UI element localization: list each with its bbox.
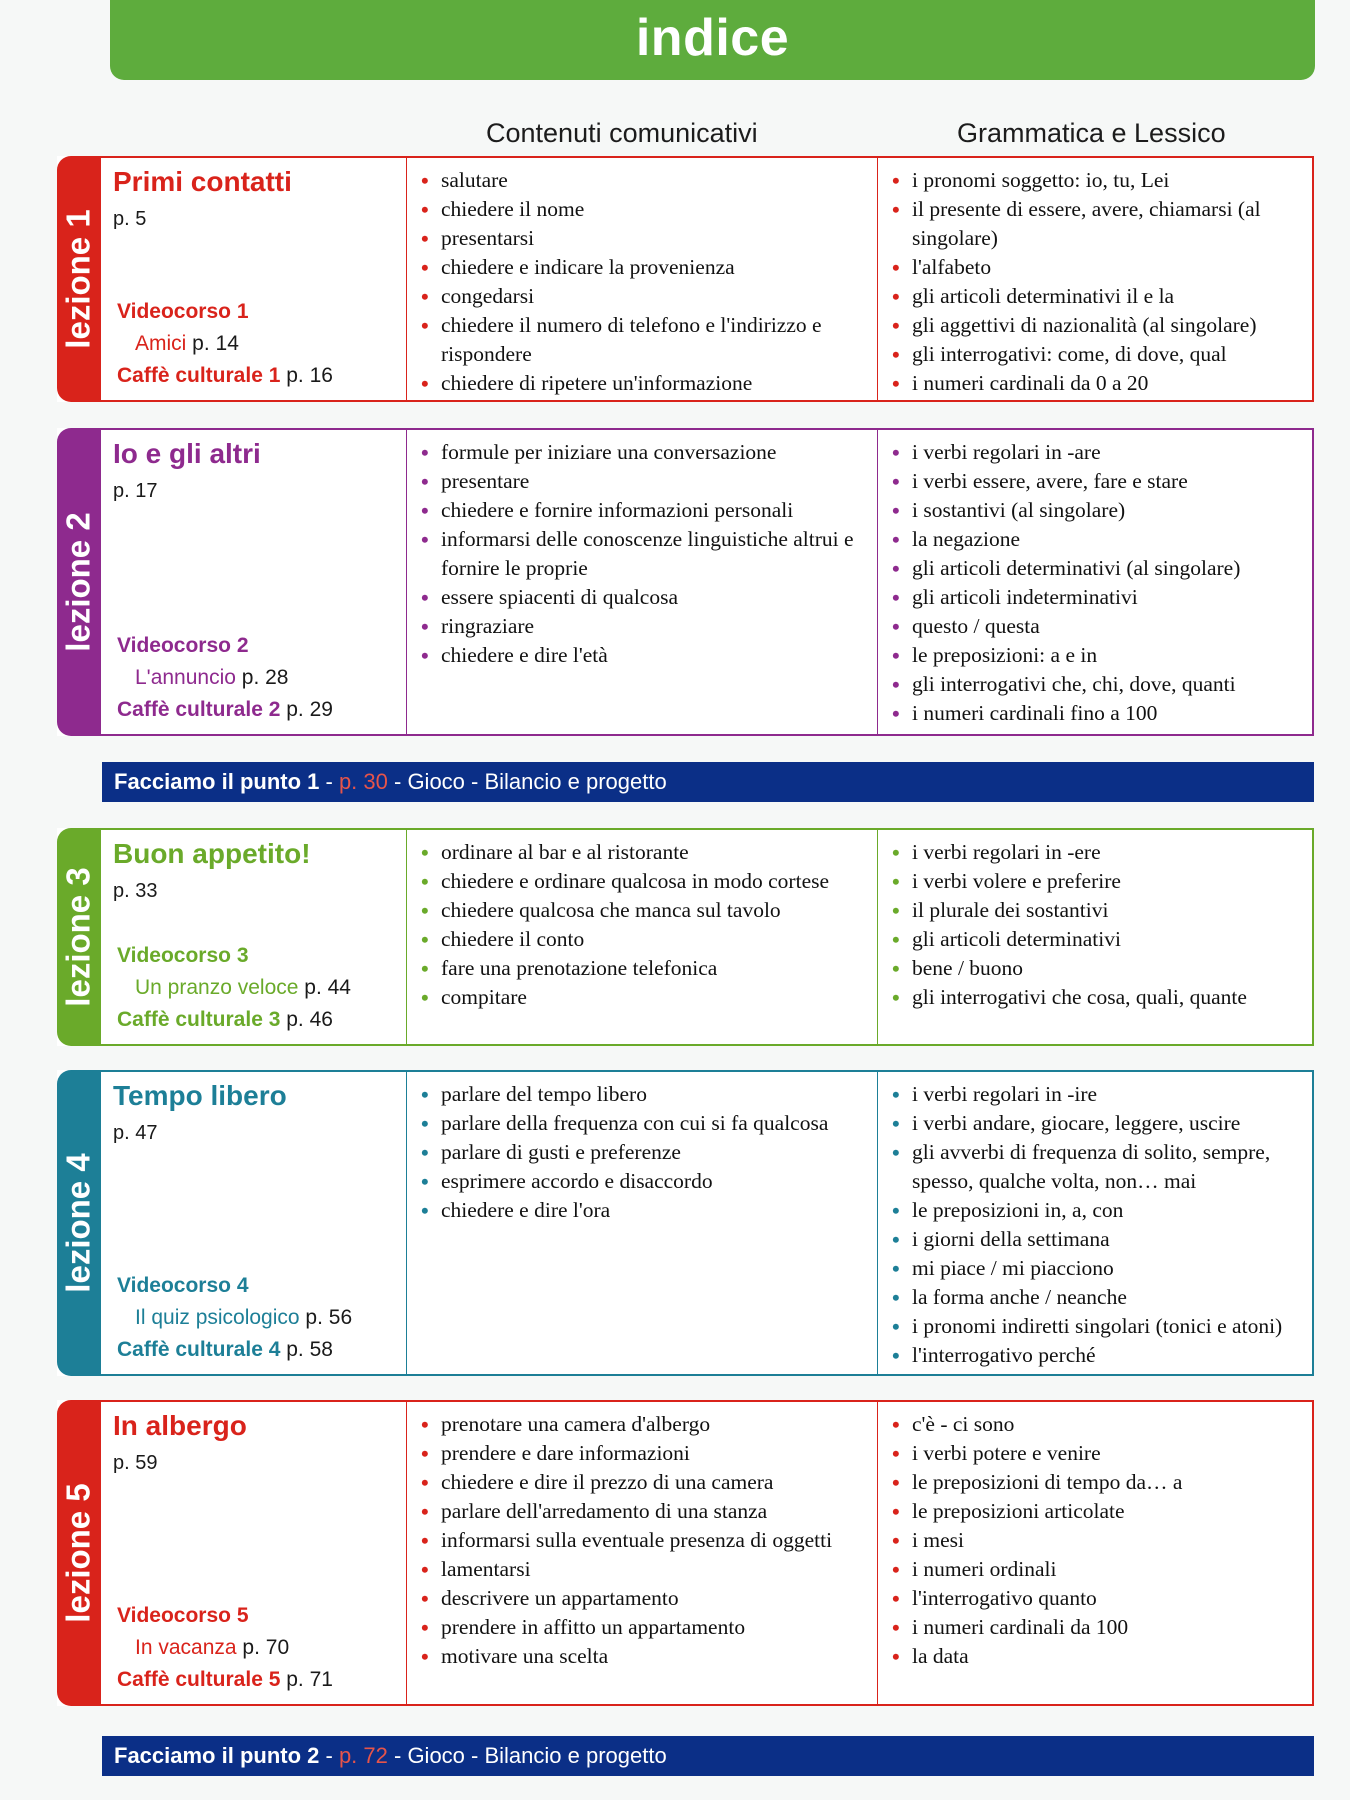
caffe-culturale-label: Caffè culturale 3 <box>117 1008 281 1031</box>
list-item: • i numeri cardinali da 100 <box>888 1613 1302 1642</box>
communicative-list <box>417 166 867 398</box>
list-item: • esprimere accordo e disaccordo <box>417 1167 867 1196</box>
lesson-tab <box>57 1400 101 1706</box>
grammar-list <box>888 438 1302 728</box>
list-item: • gli avverbi di frequenza di solito, sempre, spesso, qualche volta, non… mai <box>888 1138 1302 1196</box>
list-item: • i pronomi soggetto: io, tu, Lei <box>888 166 1302 195</box>
list-item: • parlare dell'arredamento di una stanza <box>417 1497 867 1526</box>
lesson-tab-label: lezione 5 <box>60 1483 98 1623</box>
communicative-contents-cell <box>407 1402 878 1704</box>
list-item: • fare una prenotazione telefonica <box>417 954 867 983</box>
videocorso-entry[interactable] <box>117 328 333 360</box>
list-item: • chiedere e dire il prezzo di una camera <box>417 1468 867 1497</box>
list-item: • i verbi regolari in -are <box>888 438 1302 467</box>
caffe-culturale-page: p. 29 <box>280 698 333 721</box>
list-item: • chiedere e dire l'ora <box>417 1196 867 1225</box>
communicative-list <box>417 838 867 1012</box>
punto-activities: Gioco - Bilancio e progetto <box>407 1743 667 1768</box>
list-item: • gli interrogativi che, chi, dove, quanti <box>888 670 1302 699</box>
lesson-1-row <box>57 156 1314 402</box>
facciamo-il-punto-2-bar[interactable] <box>102 1736 1314 1776</box>
list-item: • formule per iniziare una conversazione <box>417 438 867 467</box>
list-item: • presentarsi <box>417 224 867 253</box>
list-item: • i sostantivi (al singolare) <box>888 496 1302 525</box>
lesson-title[interactable]: Buon appetito! <box>113 838 311 869</box>
videocorso-title: Un pranzo veloce <box>135 976 299 999</box>
list-item: • chiedere il numero di telefono e l'indirizzo e rispondere <box>417 311 867 369</box>
grammar-lexicon-cell <box>878 830 1312 1044</box>
videocorso-page: p. 28 <box>235 666 289 689</box>
list-item: • ringraziare <box>417 612 867 641</box>
videocorso-page: p. 70 <box>236 1636 290 1659</box>
list-item: • le preposizioni in, a, con <box>888 1196 1302 1225</box>
videocorso-label[interactable]: Videocorso 1 <box>117 300 249 323</box>
caffe-culturale-page: p. 71 <box>280 1668 333 1691</box>
list-item: • essere spiacenti di qualcosa <box>417 583 867 612</box>
videocorso-page: p. 14 <box>186 332 239 355</box>
punto-label: Facciamo il punto 2 <box>114 1743 320 1768</box>
lesson-info-cell <box>101 158 407 400</box>
communicative-contents-cell <box>407 430 878 734</box>
lesson-tab <box>57 428 101 736</box>
lesson-title[interactable]: Io e gli altri <box>113 438 261 469</box>
list-item: • parlare di gusti e preferenze <box>417 1138 867 1167</box>
lesson-tab <box>57 1070 101 1376</box>
list-item: • questo / questa <box>888 612 1302 641</box>
list-item: • i giorni della settimana <box>888 1225 1302 1254</box>
lesson-3-row <box>57 828 1314 1046</box>
list-item: • i numeri cardinali fino a 100 <box>888 699 1302 728</box>
list-item: • prendere in affitto un appartamento <box>417 1613 867 1642</box>
list-item: • chiedere il conto <box>417 925 867 954</box>
list-item: • i verbi regolari in -ire <box>888 1080 1302 1109</box>
lesson-tab-label: lezione 2 <box>60 512 98 652</box>
list-item: • le preposizioni: a e in <box>888 641 1302 670</box>
lesson-title[interactable]: Tempo libero <box>113 1080 287 1111</box>
caffe-culturale-page: p. 58 <box>280 1338 333 1361</box>
lesson-extras <box>117 296 333 392</box>
lesson-box <box>101 1070 1314 1376</box>
caffe-culturale-page: p. 46 <box>280 1008 333 1031</box>
grammar-lexicon-cell <box>878 1072 1312 1374</box>
list-item: • chiedere e fornire informazioni personali <box>417 496 867 525</box>
list-item: • lamentarsi <box>417 1555 867 1584</box>
lesson-box <box>101 428 1314 736</box>
lesson-extras <box>117 1600 333 1696</box>
list-item: • i mesi <box>888 1526 1302 1555</box>
punto-label: Facciamo il punto 1 <box>114 769 320 794</box>
communicative-contents-cell <box>407 830 878 1044</box>
lesson-page: p. 5 <box>113 208 147 230</box>
list-item: • parlare del tempo libero <box>417 1080 867 1109</box>
list-item: • i pronomi indiretti singolari (tonici e atoni) <box>888 1312 1302 1341</box>
communicative-contents-cell <box>407 158 878 400</box>
list-item: • ordinare al bar e al ristorante <box>417 838 867 867</box>
caffe-culturale-label: Caffè culturale 2 <box>117 698 281 721</box>
lesson-tab-label: lezione 4 <box>60 1153 98 1293</box>
videocorso-label[interactable]: Videocorso 4 <box>117 1274 249 1297</box>
list-item: • mi piace / mi piacciono <box>888 1254 1302 1283</box>
list-item: • le preposizioni di tempo da… a <box>888 1468 1302 1497</box>
list-item: • il plurale dei sostantivi <box>888 896 1302 925</box>
separator: - <box>319 1743 339 1768</box>
list-item: • l'alfabeto <box>888 253 1302 282</box>
lesson-page: p. 47 <box>113 1122 158 1144</box>
videocorso-page: p. 44 <box>298 976 351 999</box>
videocorso-title: Amici <box>135 332 187 355</box>
videocorso-entry[interactable] <box>117 1632 333 1664</box>
list-item: • i numeri cardinali da 0 a 20 <box>888 369 1302 398</box>
list-item: • gli articoli determinativi (al singolare) <box>888 554 1302 583</box>
lesson-extras <box>117 1270 352 1366</box>
column-header-grammar: Grammatica e Lessico <box>957 118 1226 148</box>
grammar-list <box>888 1080 1302 1370</box>
videocorso-entry[interactable] <box>117 662 333 694</box>
list-item: • gli aggettivi di nazionalità (al singolare) <box>888 311 1302 340</box>
grammar-lexicon-cell <box>878 158 1312 400</box>
lesson-page: p. 59 <box>113 1452 158 1474</box>
list-item: • c'è - ci sono <box>888 1410 1302 1439</box>
list-item: • l'interrogativo perché <box>888 1341 1302 1370</box>
list-item: • motivare una scelta <box>417 1642 867 1671</box>
videocorso-page: p. 56 <box>299 1306 353 1329</box>
list-item: • la forma anche / neanche <box>888 1283 1302 1312</box>
lesson-tab <box>57 828 101 1046</box>
separator: - <box>387 1743 408 1768</box>
list-item: • salutare <box>417 166 867 195</box>
separator: - <box>387 769 408 794</box>
column-header-communicative: Contenuti comunicativi <box>486 118 758 148</box>
separator: - <box>319 769 339 794</box>
lesson-title[interactable]: Primi contatti <box>113 166 292 197</box>
grammar-lexicon-cell <box>878 1402 1312 1704</box>
caffe-culturale-entry[interactable] <box>117 360 333 392</box>
list-item: • congedarsi <box>417 282 867 311</box>
lesson-extras <box>117 940 351 1036</box>
list-item: • gli interrogativi: come, di dove, qual <box>888 340 1302 369</box>
list-item: • i verbi potere e venire <box>888 1439 1302 1468</box>
list-item: • chiedere e ordinare qualcosa in modo cortese <box>417 867 867 896</box>
lesson-info-cell <box>101 830 407 1044</box>
lesson-info-cell <box>101 430 407 734</box>
lesson-tab <box>57 156 101 402</box>
lesson-tab-label: lezione 1 <box>60 209 98 349</box>
list-item: • chiedere e dire l'età <box>417 641 867 670</box>
communicative-list <box>417 1080 867 1225</box>
list-item: • gli articoli indeterminativi <box>888 583 1302 612</box>
videocorso-label[interactable]: Videocorso 5 <box>117 1604 249 1627</box>
caffe-culturale-entry[interactable] <box>117 1664 333 1696</box>
header-bar <box>110 0 1315 80</box>
videocorso-title: Il quiz psicologico <box>135 1306 300 1329</box>
punto-activities: Gioco - Bilancio e progetto <box>407 769 667 794</box>
list-item: • i verbi regolari in -ere <box>888 838 1302 867</box>
lesson-page: p. 33 <box>113 880 158 902</box>
caffe-culturale-entry[interactable] <box>117 1004 351 1036</box>
caffe-culturale-entry[interactable] <box>117 694 333 726</box>
list-item: • compitare <box>417 983 867 1012</box>
list-item: • i numeri ordinali <box>888 1555 1302 1584</box>
lesson-5-row <box>57 1400 1314 1706</box>
videocorso-entry[interactable] <box>117 1302 352 1334</box>
list-item: • informarsi sulla eventuale presenza di oggetti <box>417 1526 867 1555</box>
list-item: • gli articoli determinativi il e la <box>888 282 1302 311</box>
lesson-box <box>101 1400 1314 1706</box>
lesson-info-cell <box>101 1402 407 1704</box>
caffe-culturale-page: p. 16 <box>280 364 333 387</box>
lesson-box <box>101 156 1314 402</box>
videocorso-entry[interactable] <box>117 972 351 1004</box>
list-item: • i verbi essere, avere, fare e stare <box>888 467 1302 496</box>
list-item: • chiedere e indicare la provenienza <box>417 253 867 282</box>
lesson-2-row <box>57 428 1314 736</box>
list-item: • presentare <box>417 467 867 496</box>
list-item: • parlare della frequenza con cui si fa qualcosa <box>417 1109 867 1138</box>
lesson-info-cell <box>101 1072 407 1374</box>
list-item: • la negazione <box>888 525 1302 554</box>
lesson-title[interactable]: In albergo <box>113 1410 247 1441</box>
caffe-culturale-label: Caffè culturale 4 <box>117 1338 281 1361</box>
list-item: • i verbi volere e preferire <box>888 867 1302 896</box>
list-item: • il presente di essere, avere, chiamarsi (al singolare) <box>888 195 1302 253</box>
facciamo-il-punto-1-bar[interactable] <box>102 762 1314 802</box>
caffe-culturale-entry[interactable] <box>117 1334 352 1366</box>
list-item: • l'interrogativo quanto <box>888 1584 1302 1613</box>
list-item: • bene / buono <box>888 954 1302 983</box>
videocorso-label[interactable]: Videocorso 3 <box>117 944 249 967</box>
list-item: • prendere e dare informazioni <box>417 1439 867 1468</box>
page-title: indice <box>635 9 790 67</box>
grammar-list <box>888 1410 1302 1671</box>
list-item: • gli articoli determinativi <box>888 925 1302 954</box>
communicative-list <box>417 1410 867 1671</box>
videocorso-title: L'annuncio <box>135 666 236 689</box>
list-item: • prenotare una camera d'albergo <box>417 1410 867 1439</box>
caffe-culturale-label: Caffè culturale 1 <box>117 364 281 387</box>
list-item: • i verbi andare, giocare, leggere, uscire <box>888 1109 1302 1138</box>
lesson-tab-label: lezione 3 <box>60 867 98 1007</box>
punto-page: p. 30 <box>338 769 388 794</box>
list-item: • informarsi delle conoscenze linguistiche altrui e fornire le proprie <box>417 525 867 583</box>
lesson-4-row <box>57 1070 1314 1376</box>
list-item: • la data <box>888 1642 1302 1671</box>
list-item: • chiedere di ripetere un'informazione <box>417 369 867 398</box>
lesson-page: p. 17 <box>113 480 158 502</box>
communicative-list <box>417 438 867 670</box>
videocorso-title: In vacanza <box>135 1636 237 1659</box>
lesson-box <box>101 828 1314 1046</box>
communicative-contents-cell <box>407 1072 878 1374</box>
caffe-culturale-label: Caffè culturale 5 <box>117 1668 281 1691</box>
list-item: • chiedere qualcosa che manca sul tavolo <box>417 896 867 925</box>
lesson-extras <box>117 630 333 726</box>
grammar-lexicon-cell <box>878 430 1312 734</box>
punto-page: p. 72 <box>338 1743 388 1768</box>
list-item: • le preposizioni articolate <box>888 1497 1302 1526</box>
list-item: • chiedere il nome <box>417 195 867 224</box>
grammar-list <box>888 838 1302 1012</box>
list-item: • gli interrogativi che cosa, quali, quante <box>888 983 1302 1012</box>
list-item: • descrivere un appartamento <box>417 1584 867 1613</box>
grammar-list <box>888 166 1302 398</box>
videocorso-label[interactable]: Videocorso 2 <box>117 634 249 657</box>
